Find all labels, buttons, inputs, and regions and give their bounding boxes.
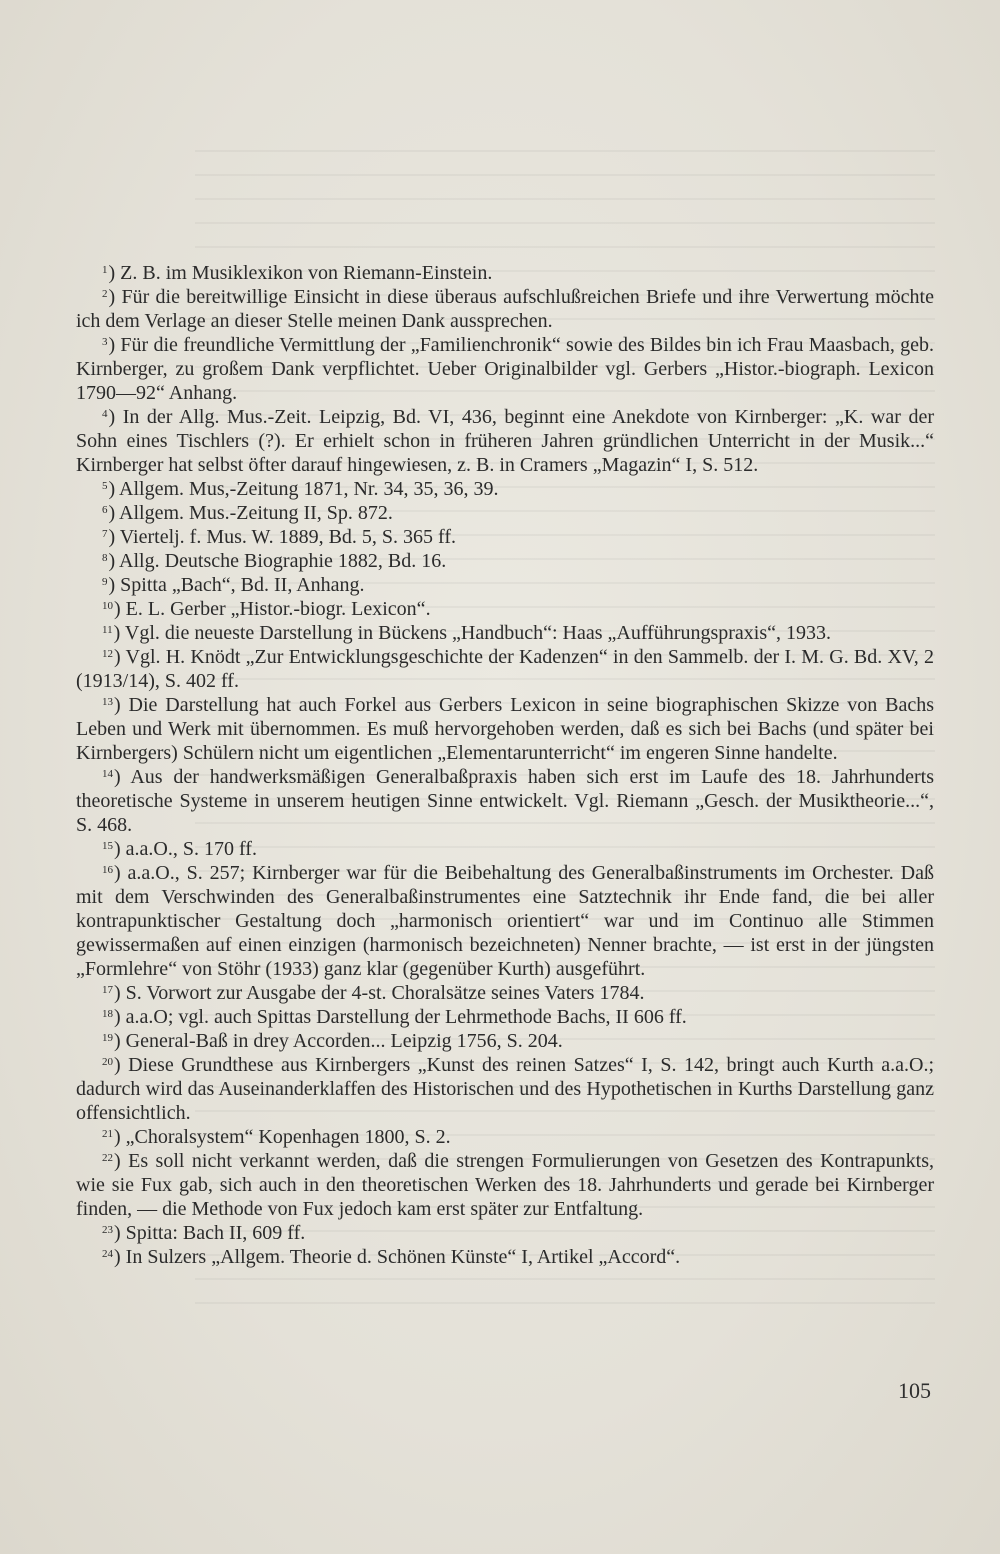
footnote-2 <box>76 285 934 333</box>
footnote-text: ) Viertelj. f. Mus. W. 1889, Bd. 5, S. 365 ff. <box>108 526 457 548</box>
footnote-marker: 18 <box>102 1008 113 1020</box>
footnote-19 <box>76 1029 934 1053</box>
footnote-text: ) E. L. Gerber „Histor.-biogr. Lexicon“. <box>114 598 431 620</box>
footnote-marker: 11 <box>102 624 113 636</box>
footnote-text: ) Für die bereitwillige Einsicht in diese überaus aufschlußreichen Briefe und ihre Verwertung möchte ich dem Verlage an dieser Stelle meinen Dank aussprechen. <box>76 286 934 332</box>
footnote-text: ) Allg. Deutsche Biographie 1882, Bd. 16. <box>108 550 447 572</box>
footnote-10 <box>76 597 934 621</box>
footnote-text: ) General-Baß in drey Accorden... Leipzig 1756, S. 204. <box>114 1030 563 1052</box>
footnote-text: ) Vgl. H. Knödt „Zur Entwicklungsgeschichte der Kadenzen“ in den Sammelb. der I. M. G. Bd. XV, 2 (1913/14), S. 402 ff. <box>76 646 934 692</box>
footnote-marker: 6 <box>102 504 108 516</box>
footnote-1 <box>76 261 934 285</box>
footnote-marker: 17 <box>102 984 113 996</box>
footnote-marker: 21 <box>102 1128 113 1140</box>
footnote-marker: 12 <box>102 648 113 660</box>
footnote-21 <box>76 1125 934 1149</box>
footnote-marker: 9 <box>102 576 108 588</box>
footnote-marker: 13 <box>102 696 113 708</box>
footnote-text: ) Für die freundliche Vermittlung der „Familienchronik“ sowie des Bildes bin ich Frau Maasbach, geb. Kirnberger, zu großem Dank verpflichtet. Ueber Originalbilder vgl. Gerbers „Histor.-biograph. Lexicon 1790—92“ Anhang. <box>76 334 934 404</box>
footnote-17 <box>76 981 934 1005</box>
footnote-text: ) Die Darstellung hat auch Forkel aus Gerbers Lexicon in seine biographischen Skizze von Bachs Leben und Werk mit übernommen. Es muß hervorgehoben werden, daß es sich bei Bachs (und später bei Kirnbergers) Schülern nicht um eigentlichen „Elementarunterricht“ im engeren Sinne handelte. <box>76 694 934 764</box>
footnote-marker: 7 <box>102 528 108 540</box>
footnote-23 <box>76 1221 934 1245</box>
footnote-22 <box>76 1149 934 1221</box>
footnote-marker: 16 <box>102 864 113 876</box>
footnote-marker: 2 <box>102 288 108 300</box>
footnote-18 <box>76 1005 934 1029</box>
footnote-text: ) In Sulzers „Allgem. Theorie d. Schönen Künste“ I, Artikel „Accord“. <box>114 1246 681 1268</box>
footnote-text: ) Spitta „Bach“, Bd. II, Anhang. <box>108 574 365 596</box>
footnote-marker: 4 <box>102 408 108 420</box>
footnote-13 <box>76 693 934 765</box>
footnote-15 <box>76 837 934 861</box>
footnote-5 <box>76 477 934 501</box>
footnote-marker: 22 <box>102 1152 113 1164</box>
footnote-text: ) Diese Grundthese aus Kirnbergers „Kunst des reinen Satzes“ I, S. 142, bringt auch Kurth a.a.O.; dadurch wird das Auseinanderklaffen des Historischen und des Hypothetischen in Kurths Darstellung ganz offensichtlich. <box>76 1054 934 1124</box>
footnote-text: ) Es soll nicht verkannt werden, daß die strengen Formulierungen von Gesetzen des Kontrapunkts, wie sie Fux gab, sich auch in den theoretischen Werken des 18. Jahrhunderts und gerade bei Kirnberger finden, — die Methode von Fux jedoch kam erst später zur Entfaltung. <box>76 1150 934 1220</box>
page-number: 105 <box>898 1378 931 1403</box>
footnote-6 <box>76 501 934 525</box>
footnote-text: ) Vgl. die neueste Darstellung in Bückens „Handbuch“: Haas „Aufführungspraxis“, 1933. <box>113 622 832 644</box>
footnote-20 <box>76 1053 934 1125</box>
footnote-marker: 23 <box>102 1224 113 1236</box>
footnote-text: ) Allgem. Mus,-Zeitung 1871, Nr. 34, 35, 36, 39. <box>108 478 499 500</box>
footnote-marker: 15 <box>102 840 113 852</box>
footnote-12 <box>76 645 934 693</box>
footnote-text: ) Z. B. im Musiklexikon von Riemann-Einstein. <box>108 262 493 284</box>
footnote-text: ) S. Vorwort zur Ausgabe der 4-st. Choralsätze seines Vaters 1784. <box>114 982 645 1004</box>
footnote-24 <box>76 1245 934 1269</box>
footnote-text: ) „Choralsystem“ Kopenhagen 1800, S. 2. <box>114 1126 451 1148</box>
footnote-marker: 19 <box>102 1032 113 1044</box>
footnote-7 <box>76 525 934 549</box>
footnote-text: ) Spitta: Bach II, 609 ff. <box>114 1222 306 1244</box>
footnote-marker: 5 <box>102 480 108 492</box>
footnote-marker: 14 <box>102 768 113 780</box>
footnote-text: ) a.a.O; vgl. auch Spittas Darstellung der Lehrmethode Bachs, II 606 ff. <box>114 1006 687 1028</box>
footnote-marker: 3 <box>102 336 108 348</box>
footnote-9 <box>76 573 934 597</box>
footnote-marker: 10 <box>102 600 113 612</box>
footnote-8 <box>76 549 934 573</box>
footnote-text: ) In der Allg. Mus.-Zeit. Leipzig, Bd. VI, 436, beginnt eine Anekdote von Kirnberger: „K. war der Sohn eines Tischlers (?). Er erhielt schon in früheren Jahren gründlichen Unterricht in der Musik...“ Kirnberger hat selbst öfter darauf hingewiesen, z. B. in Cramers „Magazin“ I, S. 512. <box>76 406 934 476</box>
footnote-14 <box>76 765 934 837</box>
footnotes-list <box>76 261 934 1269</box>
footnote-marker: 24 <box>102 1248 113 1260</box>
footnote-text: ) Allgem. Mus.-Zeitung II, Sp. 872. <box>108 502 393 524</box>
footnote-text: ) Aus der handwerksmäßigen Generalbaßpraxis haben sich erst im Laufe des 18. Jahrhunderts theoretische Systeme in unserem heutigen Sinne entwickelt. Vgl. Riemann „Gesch. der Musiktheorie...“, S. 468. <box>76 766 934 836</box>
footnote-text: ) a.a.O., S. 170 ff. <box>114 838 257 860</box>
footnote-marker: 8 <box>102 552 108 564</box>
footnote-4 <box>76 405 934 477</box>
footnote-11 <box>76 621 934 645</box>
footnote-marker: 1 <box>102 264 108 276</box>
footnote-16 <box>76 861 934 981</box>
footnote-3 <box>76 333 934 405</box>
footnote-text: ) a.a.O., S. 257; Kirnberger war für die Beibehaltung des Generalbaßinstruments im Orchester. Daß mit dem Verschwinden des Generalbaßinstrumentes eine Satztechnik ihr Ende fand, die bei aller kontrapunktischer Gestaltung doch „harmonisch orientiert“ war und im Continuo alle Stimmen gewissermaßen auf einen einzigen (harmonisch bezeichneten) Nenner brachte, — ist erst in der jüngsten „Formlehre“ von Stöhr (1933) ganz klar (gegenüber Kurth) ausgeführt. <box>76 862 934 980</box>
footnote-marker: 20 <box>102 1056 113 1068</box>
